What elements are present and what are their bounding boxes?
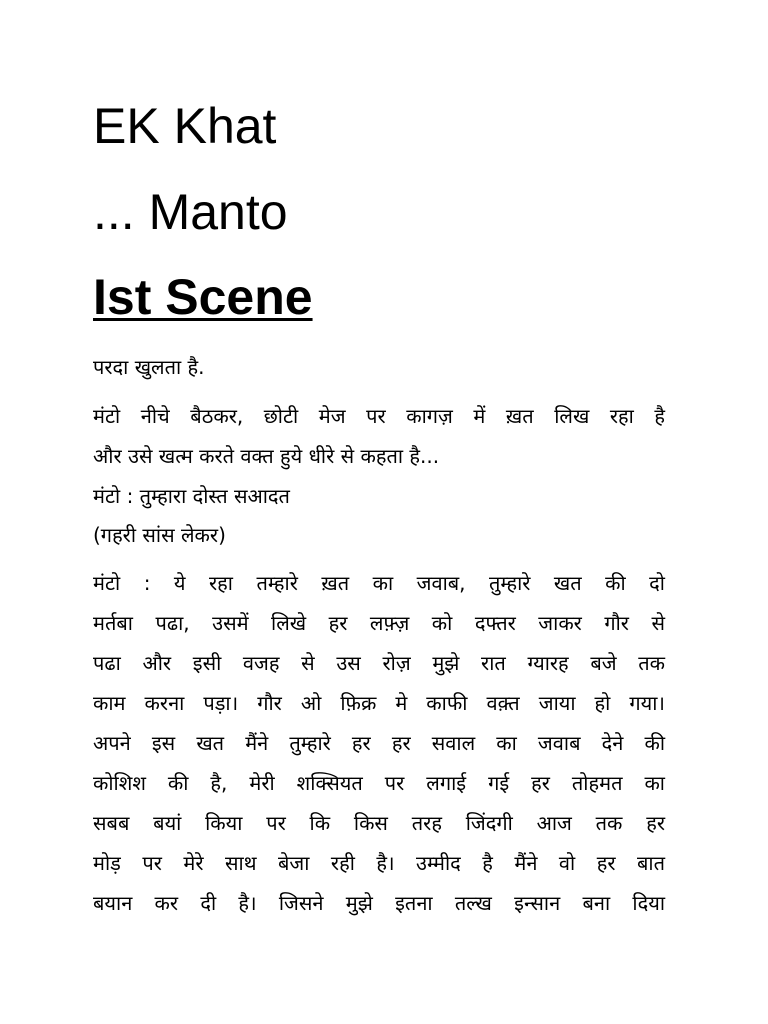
author-line: ... Manto bbox=[93, 184, 288, 240]
body-line: मोड़ पर मेरे साथ बेजा रही है। उम्मीद है मैंने वो हर बात bbox=[93, 851, 665, 875]
body-line: पढा और इसी वजह से उस रोज़ मुझे रात ग्यारह बजे तक bbox=[93, 651, 665, 675]
body-line: बयान कर दी है। जिसने मुझे इतना तल्ख इन्सान बना दिया bbox=[93, 891, 665, 915]
body-line: मर्तबा पढा, उसमें लिखे हर लफ़्ज़ को दफ्तर जाकर गौर से bbox=[93, 611, 665, 635]
body-line: कोशिश की है, मेरी शक्सियत पर लगाई गई हर तोहमत का bbox=[93, 771, 665, 795]
stage-direction: परदा खुलता है. bbox=[93, 355, 205, 379]
body-line: और उसे खत्म करते वक्त हुये धीरे से कहता है... bbox=[93, 444, 440, 468]
body-line: अपने इस खत मैंने तुम्हारे हर हर सवाल का जवाब देने की bbox=[93, 731, 665, 755]
body-line: काम करना पड़ा। गौर ओ फ़िक्र मे काफी वक़्त जाया हो गया। bbox=[93, 691, 665, 715]
dialogue-line: मंटो : ये रहा तम्हारे ख़त का जवाब, तुम्हारे खत की दो bbox=[93, 571, 665, 595]
dialogue-line: मंटो : तुम्हारा दोस्त सआदत bbox=[93, 484, 290, 508]
scene-heading: Ist Scene bbox=[93, 269, 313, 325]
stage-direction: (गहरी सांस लेकर) bbox=[93, 523, 226, 547]
body-line: सबब बयां किया पर कि किस तरह जिंदगी आज तक हर bbox=[93, 811, 665, 835]
document-title: EK Khat bbox=[93, 98, 277, 154]
body-line: मंटो नीचे बैठकर, छोटी मेज पर कागज़ में ख़त लिख रहा है bbox=[93, 404, 665, 428]
